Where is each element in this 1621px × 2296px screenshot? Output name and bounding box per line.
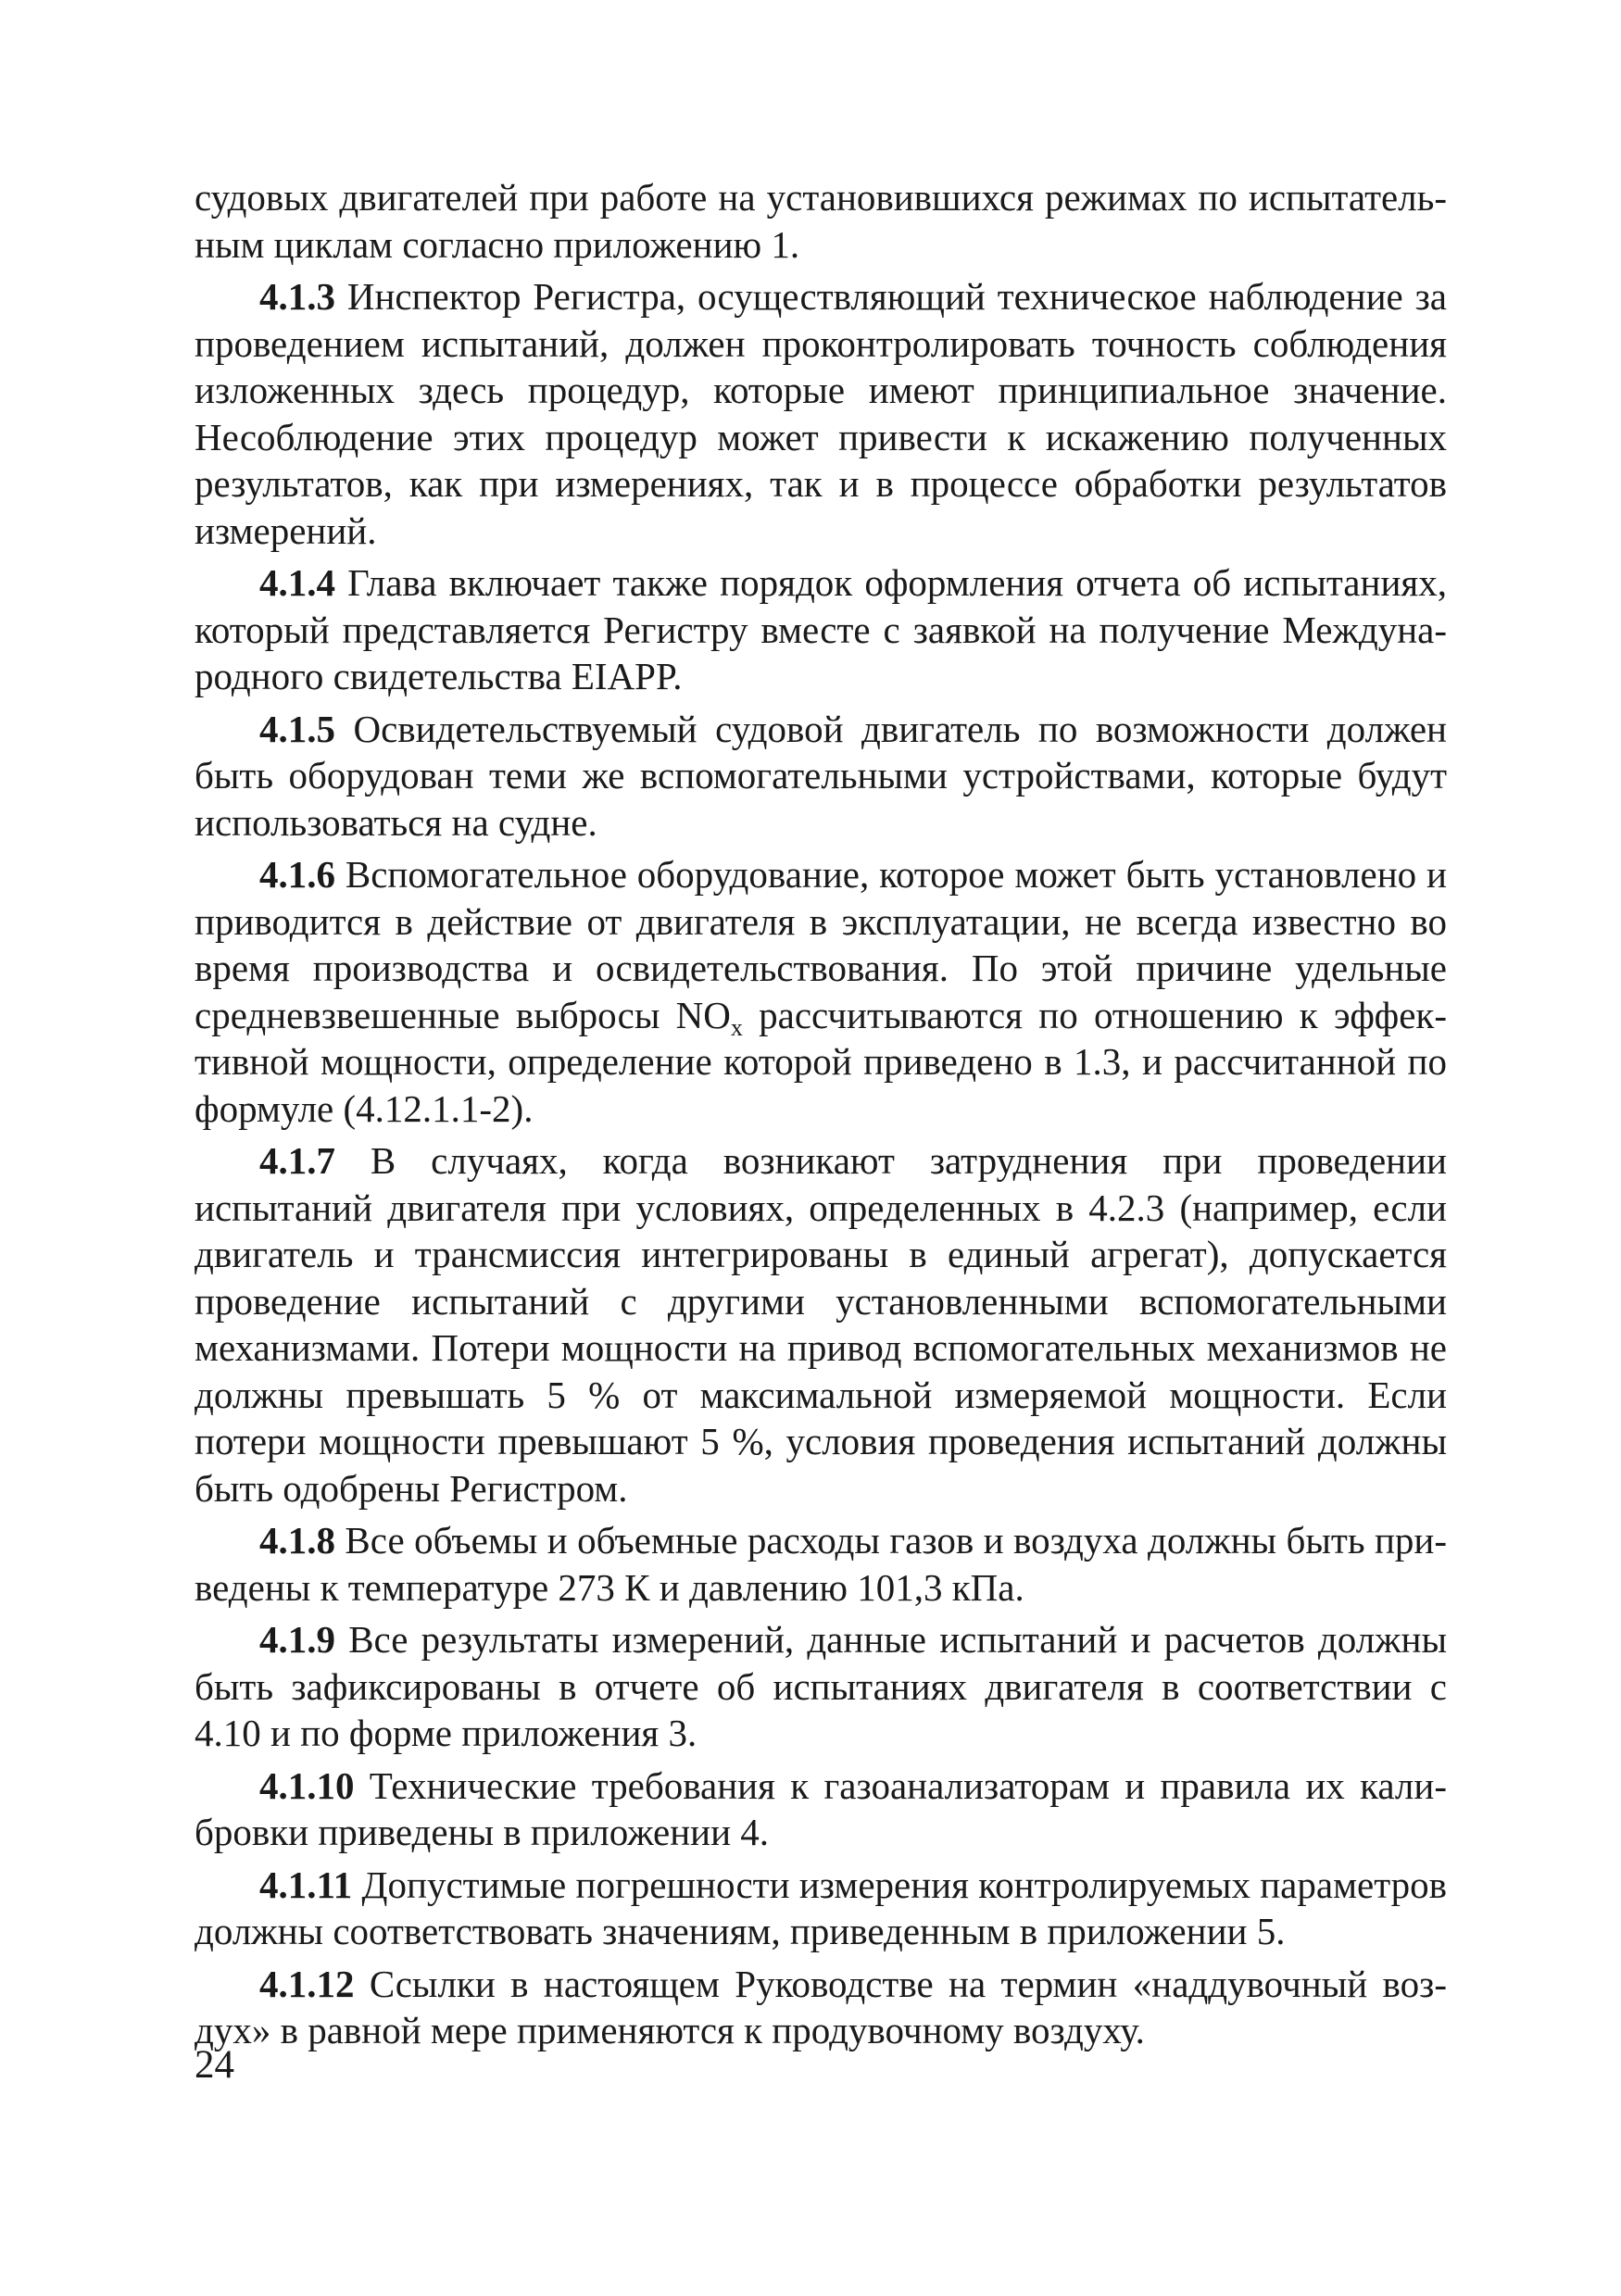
paragraph-4-1-7 <box>195 1137 1447 1512</box>
paragraph-text-after: рассчитываются по отношению к эффективной мощности, определение которой приведено в 1.3, и рассчитанной по формуле (4.12.1.1-2). <box>195 993 1447 1130</box>
page-body <box>195 174 1447 2060</box>
paragraph-4-1-6 <box>195 851 1447 1132</box>
clause-number: 4.1.6 <box>259 853 335 896</box>
clause-number: 4.1.3 <box>259 275 335 318</box>
paragraph-4-1-8 <box>195 1517 1447 1611</box>
paragraph-text: Инспектор Регистра, осуществляющий техническое наблюдение за проведением испытаний, должен проконтролировать точность соблюдения изложенных здесь процедур, которые имеют принципиальное значение. Несоблюдение этих процедур может привести к искажению полученных результатов, как при измерениях, так и в процессе обработки результатов измерений. <box>195 275 1447 552</box>
clause-number: 4.1.9 <box>259 1618 335 1661</box>
paragraph-text-before: Вспомогательное оборудование, которое может быть установлено и приводится в действие от двигателя в эксплуатации, не всегда известно во время производства и освидетельствования. По этой причине удельные средневзвешенные выбросы NO <box>195 853 1447 1036</box>
clause-number: 4.1.11 <box>259 1863 353 1906</box>
paragraph-text: В случаях, когда возникают затруднения при проведении испытаний двигателя при условиях, определенных в 4.2.3 (например, если двигатель и трансмиссия интегрированы в единый агрегат), допускается проведение испытаний с другими установленными вспомогательными механизмами. Потери мощности на привод вспомогательных механизмов не должны превышать 5 % от максимальной измеряемой мощности. Если потери мощности превышают 5 %, условия проведения испытаний должны быть одобрены Регистром. <box>195 1139 1447 1510</box>
paragraph-4-1-9 <box>195 1616 1447 1757</box>
clause-number: 4.1.12 <box>259 1962 355 2005</box>
paragraph-text: Все объемы и объемные расходы газов и воздуха должны быть приведены к температуре 273 К и давлению 101,3 кПа. <box>195 1519 1447 1609</box>
page-number: 24 <box>195 2043 234 2087</box>
paragraph-continuation <box>195 174 1447 268</box>
clause-number: 4.1.7 <box>259 1139 335 1182</box>
paragraph-4-1-11 <box>195 1862 1447 1955</box>
clause-number: 4.1.4 <box>259 561 335 604</box>
paragraph-text: судовых двигателей при работе на установившихся режимах по испытательным циклам согласно приложению 1. <box>195 176 1447 266</box>
nox-subscript: x <box>730 1013 743 1041</box>
clause-number: 4.1.10 <box>259 1763 355 1807</box>
paragraph-4-1-3 <box>195 273 1447 554</box>
paragraph-4-1-4 <box>195 559 1447 700</box>
paragraph-text: Все результаты измерений, данные испытаний и расчетов должны быть зафиксированы в отчете об испытаниях двигателя в соответствии с 4.10 и по форме приложения 3. <box>195 1618 1447 1754</box>
clause-number: 4.1.8 <box>259 1519 335 1562</box>
paragraph-text: Освидетельствуемый судовой двигатель по возможности должен быть оборудован теми же вспомогательными устройствами, которые будут использоваться на судне. <box>195 707 1447 844</box>
clause-number: 4.1.5 <box>259 707 335 750</box>
paragraph-text: Глава включает также порядок оформления отчета об испытаниях, который представляется Регистру вместе с заявкой на получение Международного свидетельства EIAPP. <box>195 561 1447 697</box>
paragraph-4-1-12 <box>195 1961 1447 2054</box>
paragraph-text: Ссылки в настоящем Руководстве на термин «наддувочный воздух» в равной мере применяются к продувочному воздуху. <box>195 1962 1447 2051</box>
paragraph-4-1-10 <box>195 1763 1447 1856</box>
paragraph-4-1-5 <box>195 706 1447 847</box>
paragraph-text: Допустимые погрешности измерения контролируемых параметров должны соответствовать значениям, приведенным в приложении 5. <box>195 1863 1447 1952</box>
paragraph-text: Технические требования к газоанализаторам и правила их калибровки приведены в приложении 4. <box>195 1763 1447 1853</box>
